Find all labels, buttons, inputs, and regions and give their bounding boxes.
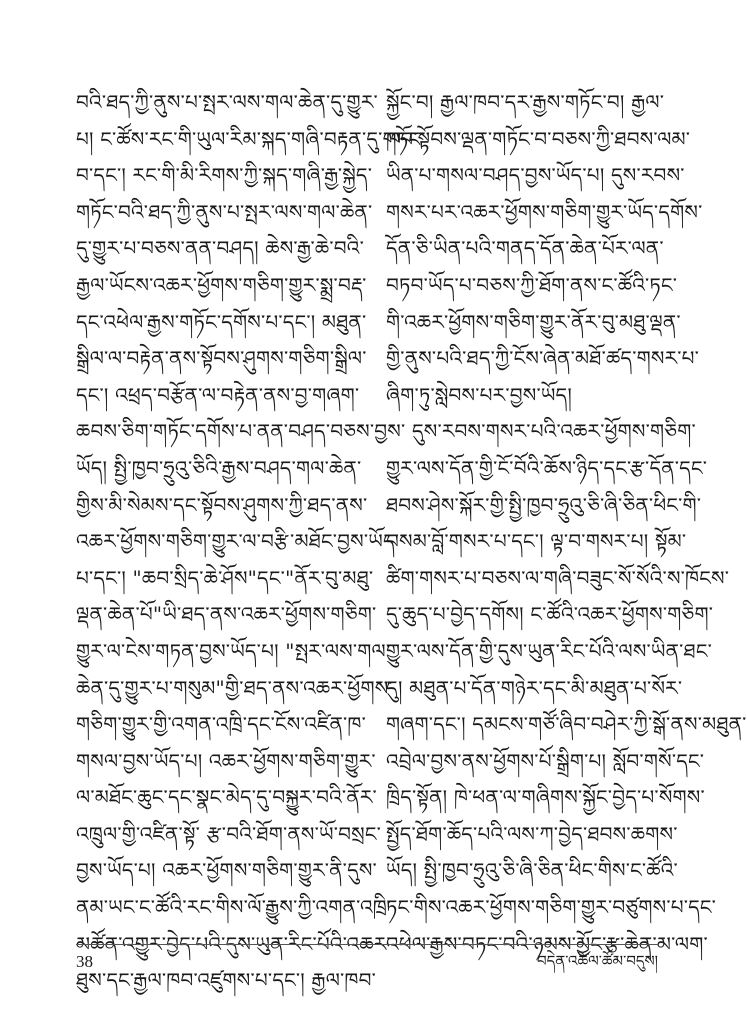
text-line: ཆབས་ཅིག་གཏོང་དགོས་པ་ནན་བཤད་བཅས་བྱས་ [76,419,406,444]
text-line: གི་འཆར་ཕྱོགས་གཅིག་གྱུར་ནོར་བུ་མཐུ་ལྡན་ [386,309,681,334]
text-line: ཐུས་དང་རྒྱལ་ཁབ་འཛུགས་པ་དང་། རྒྱལ་ཁབ་ [76,968,377,993]
text-line: པ། ང་ཚོས་རང་གི་ཡུལ་རིམ་སྐད་གཞི་བརྟན་དུ་གཏོང་ [76,126,425,151]
text-line: འབྲེལ་བྱས་ནས་ཕྱོགས་པོ་སྒྲིག་པ། སློབ་གསོ་དང་ [386,748,705,773]
text-line: འཆར་ཕྱོགས་གཅིག་གྱུར་ལ་བརྩི་མཐོང་བྱས་ཡོད་ [76,529,400,554]
text-line: གཅིག་གྱུར་གྱི་འགན་འཁྲི་དང་ངོས་འཛིན་ཁ་ [76,712,367,737]
text-line: ཡོད། སྤྱི་ཁྱབ་ཧྲུའུ་ཅིའི་རྒྱས་བཤད་གལ་ཆེན་ [76,455,362,480]
text-line: གྱིས་མི་སེམས་དང་སྟོབས་ཤུགས་ཀྱི་ཐད་ནས་ [76,492,368,517]
page-number: 38 [76,952,93,971]
footer-rule [76,944,658,945]
text-line: འཁྲུལ་གྱི་འཛིན་སྟོ་ རྩ་བའི་ཐོག་ནས་ཡོ་བསྲང་ [76,821,381,846]
text-line: གྱུར་ལ་ངེས་གཏན་བྱས་ཡོད་པ། "སྤར་ལས་གལ་ [76,638,391,663]
text-line: ཡོད། སྤྱི་ཁྱབ་ཧྲུའུ་ཅི་ཞི་ཅིན་ཕིང་གིས་ང་ཚོའི་ [386,858,678,883]
text-line: གཏོང་བའི་ཐད་ཀྱི་ནུས་པ་སྤར་ལས་གལ་ཆེན་ [76,199,373,224]
text-line: ཏང་གིས་འཆར་ཕྱོགས་གཅིག་གྱུར་བཙུགས་པ་དང་ [386,895,717,920]
text-line: དོན་ཅི་ཡིན་པའི་གནད་དོན་ཆེན་པོར་ལན་ [386,236,664,261]
text-line: གྱུར་ལས་དོན་གྱི་དུས་ཡུན་རིང་པོའི་ལས་ཡིན་ཐང་ [386,638,712,663]
text-line: གྱི་ནུས་པའི་ཐད་ཀྱི་ངོས་ཞེན་མཐོ་ཚད་གསར་པ་ [386,346,700,371]
text-line: དང་འཕེལ་རྒྱས་གཏོང་དགོས་པ་དང་། མཐུན་ [76,309,367,334]
text-line: གྱུར་ལས་དོན་གྱི་ངོ་བོའི་ཆོས་ཉིད་དང་རྩ་དོན་དང་ [386,455,708,480]
text-line: ཚིག་གསར་པ་བཅས་ལ་གཞི་བཟུང་སོ་སོའི་ས་ཁོངས་ [386,565,730,590]
text-line: སྒྲིལ་ལ་བརྟེན་ནས་སྟོབས་ཤུགས་གཅིག་སྒྲིལ་ [76,346,367,371]
text-line: བ་དང་། རང་གི་མི་རིགས་ཀྱི་སྐད་གཞི་རྒྱ་སྐྱེད་ [76,163,373,188]
text-line: གསར་པར་འཆར་ཕྱོགས་གཅིག་གྱུར་ཡོད་དགོས་ [386,199,703,224]
running-footer-title: བདེན་འཚོལ་ཚོམ་བདུས། [537,952,658,970]
text-line: ལྡན་ཆེན་པོ"ཡི་ཐད་ནས་འཆར་ཕྱོགས་གཅིག་ [76,602,377,627]
right-column [386,84,747,962]
text-line: ཐབས་ཤེས་སྐོར་གྱི་སྤྱི་ཁྱབ་ཧྲུའུ་ཅི་ཞི་ཅིན་ཕིང་གི་ [386,492,702,517]
text-line: དུ་གྱུར་པ་བཅས་ནན་བཤད། ཆེས་རྒྱ་ཆེ་བའི་ [76,236,364,261]
text-line: བྱས་ཡོད་པ། འཆར་ཕྱོགས་གཅིག་གྱུར་ནི་དུས་ [76,858,377,883]
text-line: ཡིན་པ་གསལ་བཤད་བྱས་ཡོད་པ། དུས་རབས་ [386,163,685,188]
text-line: ཆེན་དུ་གྱུར་པ་གསུམ"གྱི་ཐད་ནས་འཆར་ཕྱོགས་ [76,675,393,700]
text-line: ནམ་ཡང་ང་ཚོའི་རང་གིས་ལོ་རྒྱུས་ཀྱི་འགན་འཁྲི་ [76,895,392,920]
text-line: ལ་མཐོང་ཆུང་དང་སྣང་མེད་དུ་བསྐྱུར་བའི་ནོར་ [76,785,377,810]
text-line: ཁྲིད་སྟོན། ཁེ་ཕན་ལ་གཞིགས་སྐྱོང་བྱེད་པ་སོགས་ [386,785,705,810]
text-line: རྒྱལ་ཡོངས་འཆར་ཕྱོགས་གཅིག་གྱུར་སྨྲ་བརྡ་ [76,272,367,297]
paragraph-start-line: དུས་རབས་གསར་པའི་འཆར་ཕྱོགས་གཅིག་ [412,419,696,444]
text-line: ཞིག་ཏུ་སླེབས་པར་བྱས་ཡོད། [386,382,572,407]
text-line: ཁབ་སྟོབས་ལྡན་གཏོང་བ་བཅས་ཀྱི་ཐབས་ལམ་ [386,126,691,151]
text-line: གཞག་དང་། དམངས་གཙོ་ཞིབ་བཤེར་ཀྱི་སྒོ་ནས་མཐུན་ [386,712,747,737]
text-line: འཕེལ་རྒྱས་བཏང་བའི་ཉམས་མྱོང་རྩ་ཆེན་མ་ལག་ [386,931,708,956]
text-line: སྤྱོད་ཐོག་ཆོད་པའི་ལས་ཀ་བྱེད་ཐབས་ཆགས་ [386,821,678,846]
text-line: མཚོན་འགྱུར་བྱེད་པའི་དུས་ཡུན་རིང་པོའི་འཆར་ [76,931,391,956]
text-line: དུ་ཆུད་པ་བྱེད་དགོས། ང་ཚོའི་འཆར་ཕྱོགས་གཅིག་ [386,602,714,627]
text-line: བའི་ཐད་ཀྱི་ནུས་པ་སྤར་ལས་གལ་ཆེན་དུ་གྱུར་ [76,90,378,114]
left-column [76,84,425,999]
text-line: གསལ་བྱས་ཡོད་པ། འཆར་ཕྱོགས་གཅིག་གྱུར་ [76,748,376,773]
text-line: དང་། འཕྲད་བརྩོན་ལ་བརྟེན་ནས་བྱ་གཞག་ [76,382,360,407]
text-line: པ་དང་། "ཆབ་སྲིད་ཆེ་ཤོས"དང་"ནོར་བུ་མཐུ་ [76,565,374,590]
text-line: སྐྱོང་བ། རྒྱལ་ཁབ་དར་རྒྱས་གཏོང་བ། རྒྱལ་ [386,90,665,114]
text-line: དུ། མཐུན་པ་དོན་གཉེར་དང་མི་མཐུན་པ་སོར་ [386,675,683,700]
text-line: བཏབ་ཡོད་པ་བཅས་ཀྱི་ཐོག་ནས་ང་ཚོའི་ཏང་ [386,272,678,297]
text-line: བསམ་བློ་གསར་པ་དང་། ལྟ་བ་གསར་པ། སྟོམ་ [386,529,687,554]
